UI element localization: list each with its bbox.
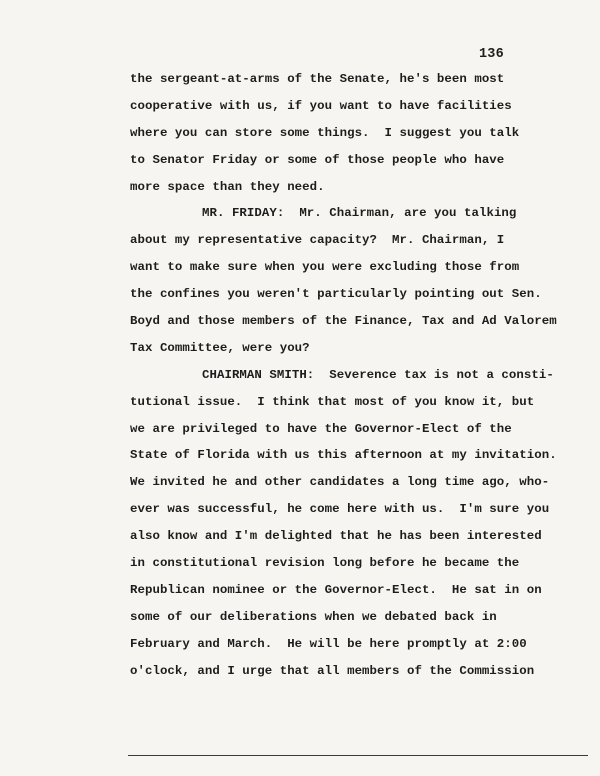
transcript-line: we are privileged to have the Governor-Elect of the (130, 421, 512, 436)
transcript-line: in constitutional revision long before he became the (130, 556, 520, 571)
transcript-line: also know and I'm delighted that he has been interested (130, 529, 542, 544)
transcript-line: Boyd and those members of the Finance, Tax and Ad Valorem (130, 314, 557, 329)
transcript-line: where you can store some things. I suggest you talk (130, 125, 520, 140)
transcript-line: ever was successful, he come here with us. I'm sure you (130, 502, 550, 517)
page-number: 136 (479, 47, 504, 62)
transcript-line: Republican nominee or the Governor-Elect. He sat in on (130, 582, 542, 597)
transcript-line: tutional issue. I think that most of you know it, but (130, 394, 535, 409)
transcript-text (130, 66, 570, 684)
bottom-rule (128, 755, 588, 756)
transcript-line: State of Florida with us this afternoon at my invitation. (130, 448, 557, 463)
transcript-line: the confines you weren't particularly pointing out Sen. (130, 287, 542, 302)
transcript-line: more space than they need. (130, 179, 325, 194)
transcript-line: cooperative with us, if you want to have facilities (130, 98, 512, 113)
transcript-line: want to make sure when you were excluding those from (130, 260, 520, 275)
transcript-line: We invited he and other candidates a long time ago, who- (130, 475, 550, 490)
transcript-line: MR. FRIDAY: Mr. Chairman, are you talking (202, 206, 517, 221)
transcript-line: CHAIRMAN SMITH: Severence tax is not a consti- (202, 367, 554, 382)
transcript-line: about my representative capacity? Mr. Chairman, I (130, 233, 505, 248)
transcript-line: Tax Committee, were you? (130, 340, 310, 355)
transcript-line: some of our deliberations when we debated back in (130, 609, 497, 624)
transcript-line: to Senator Friday or some of those people who have (130, 152, 505, 167)
transcript-line: o'clock, and I urge that all members of the Commission (130, 663, 535, 678)
transcript-line: the sergeant-at-arms of the Senate, he's been most (130, 72, 505, 86)
transcript-line: February and March. He will be here promptly at 2:00 (130, 636, 527, 651)
